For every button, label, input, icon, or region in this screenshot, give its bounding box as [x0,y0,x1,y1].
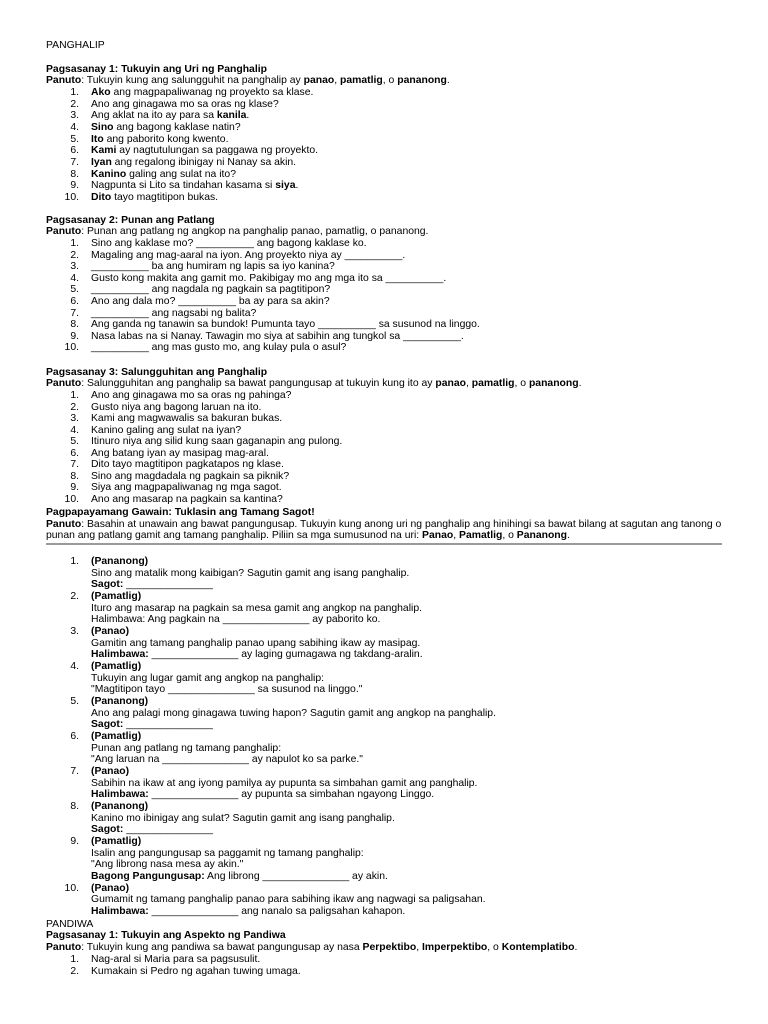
answer-type: (Pananong) [91,801,149,812]
question-text: Kanino mo ibinigay ang sulat? Sagutin gamit ang isang panghalip. [91,813,395,824]
list-item: Ano ang dala mo? __________ ba ay para sa akin? [91,296,330,307]
answer-type: (Pamatlig) [91,591,142,602]
list-item-number: 6. [70,145,79,156]
question-quote: "Ang librong nasa mesa ay akin." [91,859,244,870]
section1-instruction: Panuto: Tukuyin kung ang salungguhit na panghalip ay panao, pamatlig, o pananong. [46,75,450,86]
answer-type: (Pananong) [91,696,149,707]
section4-instruction-line1: Panuto: Basahin at unawain ang bawat pangungusap. Tukuyin kung anong uri ng panghalip ang hinihingi sa bawat bilang at sagutan ang tanong o [46,519,722,530]
question-text: Punan ang patlang ng tamang panghalip: [91,743,282,754]
list-item: Nasa labas na si Nanay. Tawagin mo siya at sabihin ang tungkol sa __________. [91,331,464,342]
list-item: Ano ang ginagawa mo sa oras ng pahinga? [91,390,292,401]
list-item-number: 3. [70,261,79,272]
list-item-number: 7. [70,459,79,470]
list-item: Ano ang ginagawa mo sa oras ng klase? [91,99,279,110]
answer-type: (Panao) [91,883,130,894]
list-item-number: 10. [64,192,79,203]
question-text: Tukuyin ang lugar gamit ang angkop na panghalip: [91,673,324,684]
section2-title: Pagsasanay 2: Punan ang Patlang [46,215,215,226]
list-item-number: 4. [70,425,79,436]
question-text: Ano ang palagi mong ginagawa tuwing hapon? Sagutin gamit ang angkop na panghalip. [91,708,496,719]
list-item: Itinuro niya ang silid kung saan gaganapin ang pulong. [91,436,343,447]
section3-instruction: Panuto: Salungguhitan ang panghalip sa bawat pangungusap at tukuyin kung ito ay panao, pamatlig, o pananong. [46,378,582,389]
list-item: __________ ang nagdala ng pagkain sa pagtitipon? [91,284,331,295]
list-item: Dito tayo magtitipon bukas. [91,192,219,203]
section4-title: Pagpapayamang Gawain: Tuklasin ang Tamang Sagot! [46,507,315,518]
section5-title: Pagsasanay 1: Tukuyin ang Aspekto ng Pandiwa [46,930,286,941]
list-item: Gusto kong makita ang gamit mo. Pakibigay mo ang mga ito sa __________. [91,273,447,284]
list-item-number: 1. [70,556,79,567]
section5-instruction: Panuto: Tukuyin kung ang pandiwa sa bawat pangungusap ay nasa Perpektibo, Imperpektibo, o Kontemplatibo. [46,942,578,953]
answer-type: (Pamatlig) [91,661,142,672]
list-item-number: 1. [70,390,79,401]
list-item: Ito ang paborito kong kwento. [91,134,229,145]
list-item: Sino ang magdadala ng pagkain sa piknik? [91,471,290,482]
answer-type: (Pamatlig) [91,731,142,742]
list-item-number: 5. [70,436,79,447]
list-item-number: 1. [70,954,79,965]
answer-line: Sagot: _______________ [91,579,213,590]
list-item: __________ ang nagsabi ng balita? [91,308,257,319]
list-item-number: 9. [70,180,79,191]
section2-instruction: Panuto: Punan ang patlang ng angkop na panghalip panao, pamatlig, o pananong. [46,226,429,237]
answer-line: Halimbawa: Ang pagkain na _______________ ay paborito ko. [91,614,381,625]
list-item: Sino ang bagong kaklase natin? [91,122,241,133]
answer-line: Halimbawa: _______________ ay pupunta sa simbahan ngayong Linggo. [91,789,435,800]
answer-line: Sagot: _______________ [91,824,213,835]
question-text: Isalin ang pangungusap sa paggamit ng tamang panghalip: [91,848,364,859]
list-item: __________ ang mas gusto mo, ang kulay pula o asul? [91,342,347,353]
list-item-number: 10. [64,883,79,894]
list-item: Ang batang iyan ay masipag mag-aral. [91,448,269,459]
list-item-number: 5. [70,134,79,145]
question-text: Sabihin na ikaw at ang iyong pamilya ay pupunta sa simbahan gamit ang panghalip. [91,778,478,789]
list-item-number: 2. [70,966,79,977]
list-item-number: 6. [70,448,79,459]
list-item: Ako ang magpapaliwanag ng proyekto sa klase. [91,87,314,98]
list-item-number: 8. [70,319,79,330]
list-item-number: 7. [70,766,79,777]
section-divider [46,543,722,545]
question-text: Gamitin ang tamang panghalip panao upang sabihing ikaw ay masipag. [91,638,421,649]
question-text: Sino ang matalik mong kaibigan? Sagutin gamit ang isang panghalip. [91,568,410,579]
list-item-number: 4. [70,122,79,133]
list-item: Nagpunta si Lito sa tindahan kasama si siya. [91,180,299,191]
list-item: Siya ang magpapaliwanag ng mga sagot. [91,482,282,493]
list-item-number: 2. [70,402,79,413]
answer-line: Sagot: _______________ [91,719,213,730]
list-item-number: 8. [70,471,79,482]
answer-line: Bagong Pangungusap: Ang librong _______________ ay akin. [91,871,388,882]
answer-type: (Pamatlig) [91,836,142,847]
list-item-number: 9. [70,836,79,847]
answer-type: (Panao) [91,626,130,637]
list-item-number: 3. [70,626,79,637]
list-item-number: 6. [70,296,79,307]
list-item-number: 8. [70,169,79,180]
list-item-number: 2. [70,99,79,110]
list-item-number: 8. [70,801,79,812]
answer-type: (Pananong) [91,556,149,567]
list-item-number: 3. [70,413,79,424]
list-item-number: 5. [70,696,79,707]
list-item: Sino ang kaklase mo? __________ ang bagong kaklase ko. [91,238,367,249]
list-item: Ang ganda ng tanawin sa bundok! Pumunta tayo __________ sa susunod na linggo. [91,319,480,330]
list-item-number: 10. [64,494,79,505]
section1-title: Pagsasanay 1: Tukuyin ang Uri ng Panghalip [46,64,267,75]
list-item: Ang aklat na ito ay para sa kanila. [91,110,250,121]
list-item: Kanino galing ang sulat na iyan? [91,425,242,436]
section4-instruction-line2: punan ang patlang gamit ang tamang panghalip. Piliin sa mga sumusunod na uri: Panao, Pamatlig, o Pananong. [46,530,570,541]
question-text: Ituro ang masarap na pagkain sa mesa gamit ang angkop na panghalip. [91,603,422,614]
list-item: Ano ang masarap na pagkain sa kantina? [91,494,283,505]
list-item: Iyan ang regalong ibinigay ni Nanay sa akin. [91,157,297,168]
pandiwa-heading: PANDIWA [46,919,94,930]
list-item-number: 7. [70,157,79,168]
list-item-number: 9. [70,482,79,493]
answer-line: Halimbawa: _______________ ay laging gumagawa ng takdang-aralin. [91,649,423,660]
list-item: Kami ay nagtutulungan sa paggawa ng proyekto. [91,145,319,156]
list-item: Magaling ang mag-aaral na iyon. Ang proyekto niya ay __________. [91,250,406,261]
list-item-number: 4. [70,661,79,672]
list-item: Gusto niya ang bagong laruan na ito. [91,402,262,413]
list-item-number: 2. [70,250,79,261]
list-item: Kumakain si Pedro ng agahan tuwing umaga. [91,966,301,977]
answer-line: Halimbawa: _______________ ang nanalo sa paligsahan kahapon. [91,906,406,917]
page-title: PANGHALIP [46,40,105,51]
list-item: Dito tayo magtitipon pagkatapos ng klase. [91,459,284,470]
list-item-number: 1. [70,238,79,249]
list-item-number: 6. [70,731,79,742]
list-item-number: 7. [70,308,79,319]
list-item-number: 2. [70,591,79,602]
list-item: Nag-aral si Maria para sa pagsusulit. [91,954,261,965]
list-item-number: 4. [70,273,79,284]
list-item: Kanino galing ang sulat na ito? [91,169,236,180]
answer-type: (Panao) [91,766,130,777]
list-item-number: 10. [64,342,79,353]
answer-line: "Magtitipon tayo _______________ sa susunod na linggo." [91,684,363,695]
list-item-number: 3. [70,110,79,121]
list-item: __________ ba ang humiram ng lapis sa iyo kanina? [91,261,335,272]
section3-title: Pagsasanay 3: Salungguhitan ang Panghalip [46,367,268,378]
list-item: Kami ang magwawalis sa bakuran bukas. [91,413,283,424]
list-item-number: 5. [70,284,79,295]
list-item-number: 9. [70,331,79,342]
list-item-number: 1. [70,87,79,98]
question-text: Gumamit ng tamang panghalip panao para sabihing ikaw ang nagwagi sa paligsahan. [91,894,486,905]
answer-line: "Ang laruan na _______________ ay napulot ko sa parke." [91,754,363,765]
